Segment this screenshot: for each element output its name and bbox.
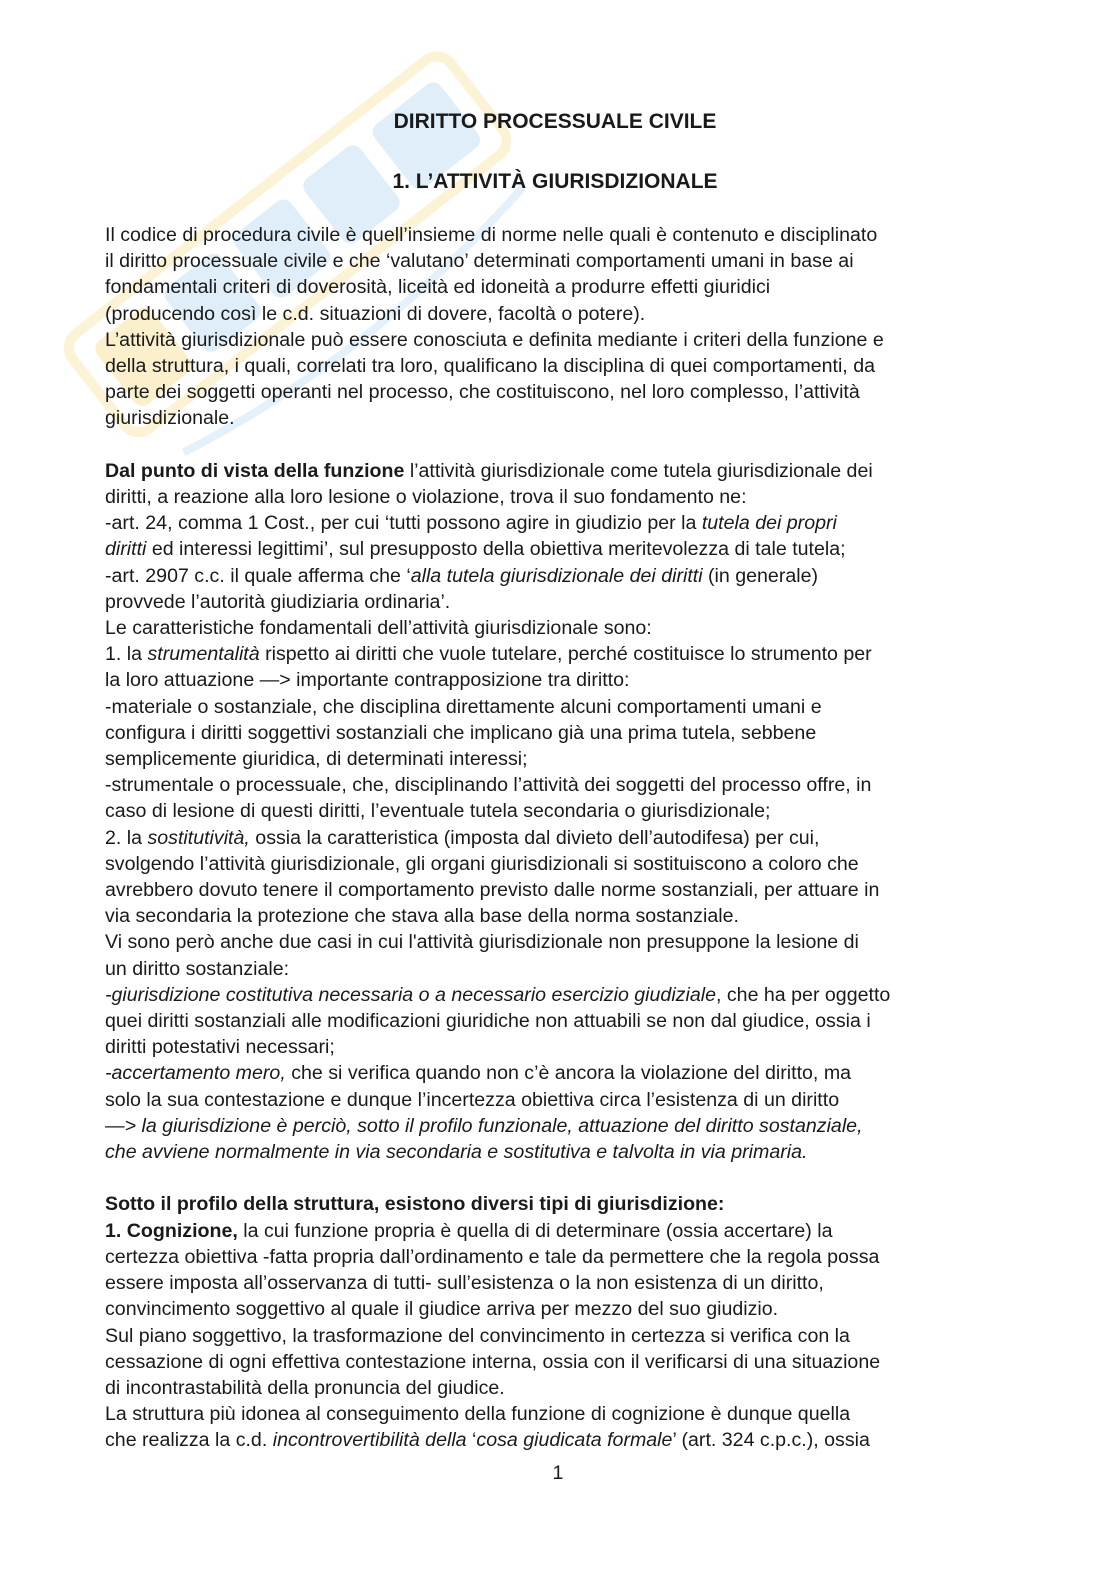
text-line [105,956,1005,982]
text-line [105,1296,1005,1322]
text-line [105,536,1005,562]
text-line [105,877,1005,903]
text-line [105,484,1005,510]
text-run: -strumentale o processuale, che, disciplinando l’attività dei soggetti del processo offre, in [105,774,872,797]
text-run: ‘ [466,1429,477,1452]
text-line [105,641,1005,667]
text-run: cessazione di ogni effettiva contestazione interna, ossia con il verificarsi di una situazione [105,1350,881,1373]
bold-text: 1. Cognizione, [105,1219,238,1242]
text-run: quei diritti sostanziali alle modificazioni giuridiche non attuabili se non dal giudice, ossia i [105,1010,871,1033]
text-run: (producendo così le c.d. situazioni di dovere, facoltà o potere). [105,302,646,325]
text-run: che realizza la c.d. [105,1429,273,1452]
italic-text: strumentalità [147,643,260,666]
text-line [105,615,1005,641]
text-line [105,1375,1005,1401]
text-run: ed interessi legittimi’, sul presupposto della obiettiva meritevolezza di tale tutela; [146,538,846,561]
text-line [105,1218,1005,1244]
text-run: ossia la caratteristica (imposta dal divieto dell’autodifesa) per cui, [249,826,820,849]
text-run: che si verifica quando non c’è ancora la violazione del diritto, ma [285,1062,852,1085]
document-title: DIRITTO PROCESSUALE CIVILE [393,110,717,133]
text-line [105,327,1005,353]
bold-text: Sotto il profilo della struttura, esistono diversi tipi di giurisdizione: [105,1193,725,1216]
text-run: (in generale) [702,564,819,587]
text-run: ’ (art. 324 c.p.c.), ossia [672,1429,870,1452]
chapter-heading: 1. L’ATTIVITÀ GIURISDIZIONALE [392,170,718,193]
text-line [105,1270,1005,1296]
text-line [105,563,1005,589]
text-line [105,903,1005,929]
text-run: il diritto processuale civile e che ‘valutano’ determinati comportamenti umani in base ai [105,250,854,273]
text-line [105,851,1005,877]
page-number: 1 [552,1462,564,1484]
text-line [105,929,1005,955]
text-run: Le caratteristiche fondamentali dell’attività giurisdizionale sono: [105,617,652,640]
text-run: -materiale o sostanziale, che disciplina direttamente alcuni comportamenti umani e [105,695,822,718]
text-line [105,274,1005,300]
text-line [105,1008,1005,1034]
text-run: avrebbero dovuto tenere il comportamento previsto dalle norme sostanziali, per attuare in [105,879,880,902]
text-line [105,667,1005,693]
text-run: caso di lesione di questi diritti, l’eventuale tutela secondaria o giurisdizionale; [105,800,771,823]
text-line [105,1113,1005,1139]
text-run: -art. 24, comma 1 Cost., per cui ‘tutti possono agire in giudizio per la [105,512,702,535]
text-line [105,405,1005,431]
text-run: parte dei soggetti operanti nel processo, che costituiscono, nel loro complesso, l’attività [105,381,860,404]
text-line [105,1191,1005,1217]
text-line [105,458,1005,484]
text-run: Vi sono però anche due casi in cui l'attività giurisdizionale non presuppone la lesione di [105,931,859,954]
text-line [105,510,1005,536]
text-run: provvede l’autorità giudiziaria ordinaria’. [105,590,451,613]
italic-text: diritti [105,538,147,561]
text-run: un diritto sostanziale: [105,957,290,980]
text-run: diritti potestativi necessari; [105,1036,335,1059]
italic-text: alla tutela giurisdizionale dei diritti [410,564,703,587]
text-line [105,1349,1005,1375]
text-run: fondamentali criteri di doverosità, liceità ed idoneità a produrre effetti giuridici [105,276,771,299]
italic-text: -giurisdizione costitutiva necessaria o a necessario esercizio giudiziale [105,983,716,1006]
bold-text: Dal punto di vista della funzione [105,459,405,482]
text-line [105,825,1005,851]
text-run: solo la sua contestazione e dunque l’incertezza obiettiva circa l’esistenza di un diritto [105,1088,840,1111]
text-run: svolgendo l’attività giurisdizionale, gli organi giurisdizionali si sostituiscono a coloro che [105,852,859,875]
text-run: via secondaria la protezione che stava alla base della norma sostanziale. [105,905,739,928]
text-line [105,1244,1005,1270]
text-run: , che ha per oggetto [715,983,891,1006]
text-run: L’attività giurisdizionale può essere conosciuta e definita mediante i criteri della funzione e [105,328,884,351]
text-line [105,772,1005,798]
text-run: convincimento soggettivo al quale il giudice arriva per mezzo del suo giudizio. [105,1298,779,1321]
paragraph-gap [105,1165,1005,1191]
text-line [105,1139,1005,1165]
text-run: essere imposta all’osservanza di tutti- sull’esistenza o la non esistenza di un diritto, [105,1272,824,1295]
text-run: della struttura, i quali, correlati tra loro, qualificano la disciplina di quei comportamenti, da [105,355,875,378]
text-line [105,694,1005,720]
text-run: diritti, a reazione alla loro lesione o violazione, trova il suo fondamento ne: [105,486,747,509]
text-line [105,1427,1005,1453]
text-line [105,1401,1005,1427]
text-run: La struttura più idonea al conseguimento della funzione di cognizione è dunque quella [105,1403,851,1426]
text-run: Sul piano soggettivo, la trasformazione del convincimento in certezza si verifica con la [105,1324,850,1347]
text-line [105,720,1005,746]
document-body [105,222,1005,1454]
italic-text: tutela dei propri [701,512,837,535]
text-run: configura i diritti soggettivi sostanziali che implicano già una prima tutela, sebbene [105,721,817,744]
italic-text: cosa giudicata formale [476,1429,673,1452]
text-run: -art. 2907 c.c. il quale afferma che ‘ [105,564,411,587]
text-run: l’attività giurisdizionale come tutela giurisdizionale dei [404,459,873,482]
italic-text: —> la giurisdizione è perciò, sotto il profilo funzionale, attuazione del diritto sostanziale, [105,1114,863,1137]
text-line [105,301,1005,327]
text-line [105,379,1005,405]
text-line [105,746,1005,772]
text-run: Il codice di procedura civile è quell’insieme di norme nelle quali è contenuto e disciplinato [105,224,878,246]
text-run: certezza obiettiva -fatta propria dall’ordinamento e tale da permettere che la regola possa [105,1245,880,1268]
text-line [105,353,1005,379]
italic-text: che avviene normalmente in via secondaria e sostitutiva e talvolta in via primaria. [105,1141,808,1164]
text-run: 1. la [105,643,148,666]
text-run: 2. la [105,826,148,849]
italic-text: sostitutività, [147,826,250,849]
text-run: rispetto ai diritti che vuole tutelare, perché costituisce lo strumento per [259,643,872,666]
text-run: la loro attuazione —> importante contrapposizione tra diritto: [105,669,630,692]
text-line [105,1034,1005,1060]
text-line [105,982,1005,1008]
paragraph-gap [105,432,1005,458]
italic-text: -accertamento mero, [105,1062,286,1085]
text-run: di incontrastabilità della pronuncia del giudice. [105,1376,505,1399]
text-line [105,222,1005,248]
italic-text: incontrovertibilità della [272,1429,467,1452]
text-run: giurisdizionale. [105,407,235,430]
text-line [105,589,1005,615]
text-line [105,248,1005,274]
text-line [105,1323,1005,1349]
text-run: la cui funzione propria è quella di di determinare (ossia accertare) la [237,1219,833,1242]
document-page [105,104,1005,1454]
text-line [105,798,1005,824]
text-line [105,1087,1005,1113]
text-line [105,1060,1005,1086]
text-run: semplicemente giuridica, di determinati interessi; [105,748,528,771]
